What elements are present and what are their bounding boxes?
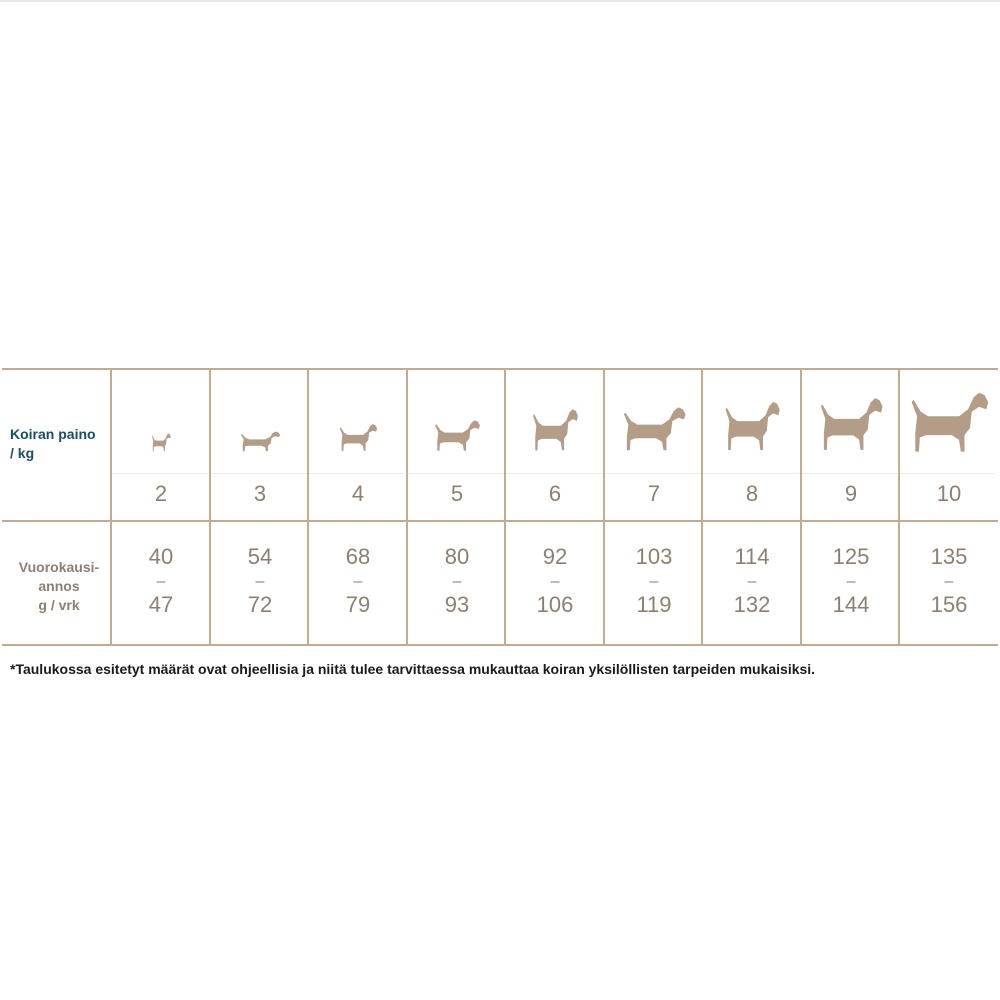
portion-min: 103 [635,544,673,569]
weight-value: 4 [351,481,365,506]
small-terrier-icon [338,422,378,452]
footnote: *Taulukossa esitetyt määrät ovat ohjeellisia ja niitä tulee tarvittaessa mukauttaa koiran yksilöllisten tarpeiden mukaisiksi. [10,661,816,677]
weight-value: 3 [253,481,267,506]
portion-dash: – [944,573,954,590]
portion-min: 114 [734,544,770,569]
portion-dash: – [846,573,856,590]
weight-value: 10 [936,481,962,506]
portion-max: 47 [148,592,174,617]
icon-grid-line [211,473,307,474]
portion-min: 92 [542,544,568,569]
portion-dash: – [156,573,166,590]
portion-range [802,544,900,618]
weight-value: 7 [647,481,661,506]
row-divider [2,520,998,522]
portion-range [211,544,309,618]
portion-min: 80 [444,544,470,569]
airedale-icon [723,398,781,452]
icon-grid-line [703,473,799,474]
portion-max: 119 [636,592,672,617]
pinscher-icon [531,406,579,452]
weight-value: 6 [548,481,562,506]
portion-max: 106 [536,592,574,617]
portion-dash: – [452,573,462,590]
icon-grid-line [112,473,208,474]
portion-min: 54 [247,544,273,569]
portion-max: 132 [733,592,771,617]
bull-terrier-icon [433,418,481,452]
icon-grid-line [506,473,602,474]
portion-range [900,544,998,618]
portion-range [703,544,801,618]
portion-dash: – [747,573,757,590]
great-dane-icon [908,388,990,454]
portion-min: 40 [148,544,174,569]
portion-dash: – [649,573,659,590]
portion-dash: – [255,573,265,590]
weight-row-label: Koiran paino / kg [10,426,96,461]
weight-value: 8 [745,481,759,506]
icon-grid-line [802,473,898,474]
portion-max: 79 [345,592,371,617]
portion-min: 135 [930,544,968,569]
icon-grid-line [900,473,996,474]
chihuahua-icon [151,432,171,452]
feeding-table [2,368,998,646]
weight-value: 5 [450,481,464,506]
shepherd-icon [621,404,687,452]
portion-range [112,544,210,618]
portion-range [309,544,407,618]
icon-grid-line [605,473,701,474]
weight-value: 9 [844,481,858,506]
portion-max: 93 [444,592,470,617]
portion-max: 156 [930,592,968,617]
icon-grid-line [309,473,405,474]
icon-grid-line [408,473,504,474]
portion-range [506,544,604,618]
portion-dash: – [353,573,363,590]
portion-max: 144 [832,592,870,617]
weight-value: 2 [154,481,168,506]
top-rule [0,0,1000,2]
portion-max: 72 [247,592,273,617]
pointer-icon [818,394,884,452]
portion-min: 68 [345,544,371,569]
portion-row-label: Vuorokausi- annos g / vrk [18,559,100,613]
portion-range [605,544,703,618]
portion-min: 125 [832,544,870,569]
portion-dash: – [550,573,560,590]
dachshund-icon [239,430,281,452]
portion-range [408,544,506,618]
